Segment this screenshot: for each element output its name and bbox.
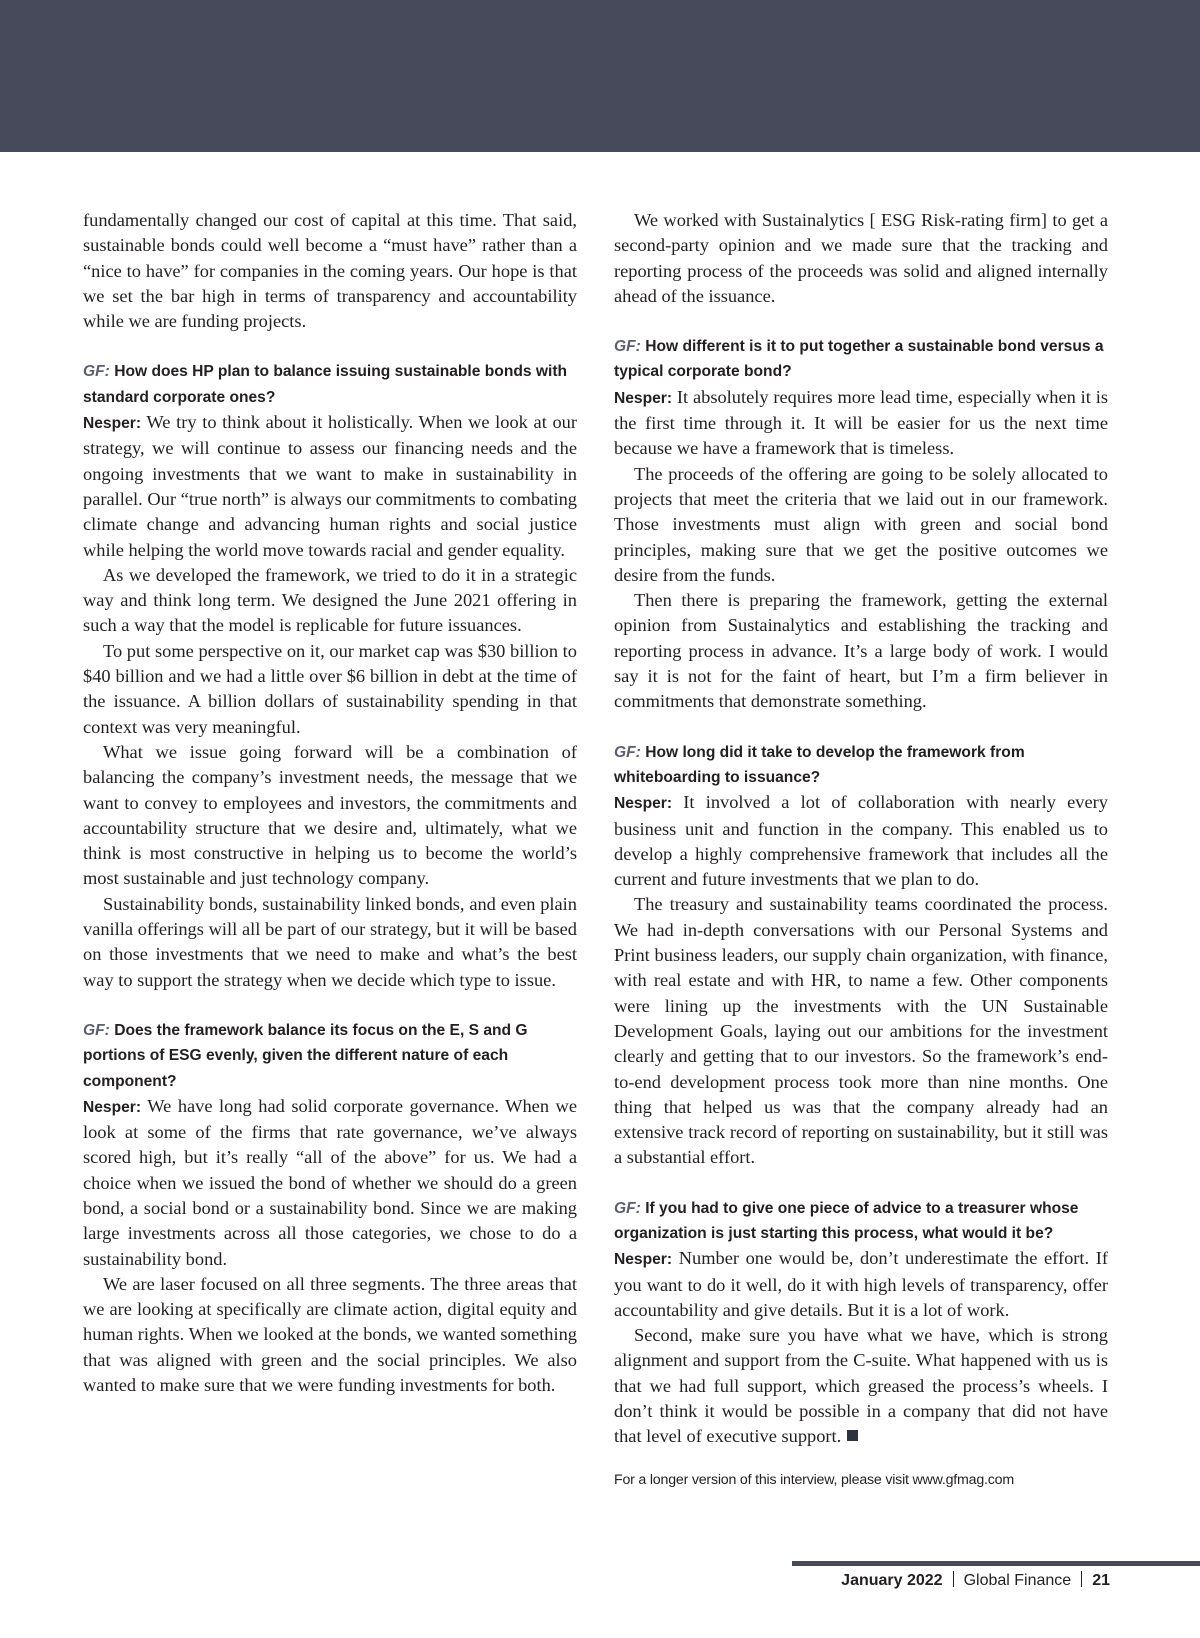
paragraph: As we developed the framework, we tried to do it in a strategic way and think long term. We designed the June 2021 offering in such a way that the model is replicable for future issuances. — [83, 564, 577, 636]
paragraph — [614, 1323, 1108, 1449]
gf-label: GF: — [614, 338, 641, 356]
question — [614, 740, 1108, 791]
answer — [83, 1094, 577, 1272]
answer-text: It involved a lot of collaboration with nearly every business unit and function in the company. This enabled us to develop a highly comprehensive framework that includes all the current and future investments that we plan to do. — [614, 792, 1108, 890]
publication-name: Global Finance — [963, 1572, 1072, 1589]
question — [614, 334, 1108, 385]
question-text: How does HP plan to balance issuing sustainable bonds with standard corporate ones? — [83, 363, 568, 406]
question-text: How long did it take to develop the framework from whiteboarding to issuance? — [614, 743, 1025, 786]
web-note: For a longer version of this interview, please visit www.gfmag.com — [614, 1471, 1014, 1488]
footer-rule — [792, 1561, 1200, 1566]
gf-label: GF: — [83, 363, 110, 381]
issue-date: January 2022 — [841, 1572, 943, 1589]
right-column — [614, 208, 1108, 1490]
gf-label: GF: — [83, 1021, 110, 1039]
speaker-label: Nesper: — [614, 389, 673, 407]
question-text: If you had to give one piece of advice to a treasurer whose organization is just starting this process, what would it be? — [614, 1199, 1079, 1242]
footer-divider — [1081, 1571, 1082, 1587]
answer-text: We try to think about it holistically. When we look at our strategy, we will continue to assess our financing needs and the ongoing investments that we want to make in sustainability in parallel. Our “true north” is always our commitments to combating climate change and advancing human rights and social justice while helping the world move towards racial and gender equality. — [83, 412, 577, 560]
left-column — [83, 208, 577, 1398]
answer — [614, 385, 1108, 462]
paragraph: Then there is preparing the framework, getting the external opinion from Sustainalytics and establishing the tracking and reporting process in advance. It’s a large body of work. I would say it is not for the faint of heart, but I’m a firm believer in commitments that demonstrate something. — [614, 590, 1108, 712]
answer — [614, 1246, 1108, 1323]
question — [83, 1018, 577, 1094]
paragraph: Sustainability bonds, sustainability linked bonds, and even plain vanilla offerings will all be part of our strategy, but it will be based on those investments that we need to make and what’s the best way to support the strategy when we decide which type to issue. — [83, 893, 577, 990]
paragraph: We worked with Sustainalytics [ ESG Risk-rating firm] to get a second-party opinion and we made sure that the tracking and reporting process of the proceeds was solid and aligned internally ahead of the issuance. — [614, 210, 1108, 306]
question — [83, 359, 577, 410]
answer-text: It absolutely requires more lead time, especially when it is the first time through it. It will be easier for us the next time because we have a framework that is timeless. — [614, 386, 1108, 459]
gf-label: GF: — [614, 743, 641, 761]
paragraph: We are laser focused on all three segments. The three areas that we are looking at specifically are climate action, digital equity and human rights. When we looked at the bonds, we wanted something that was aligned with green and the social principles. We also wanted to make sure that we were funding investments for both. — [83, 1273, 577, 1396]
page-number: 21 — [1092, 1572, 1110, 1589]
speaker-label: Nesper: — [614, 795, 673, 813]
paragraph: What we issue going forward will be a combination of balancing the company’s investment needs, the message that we want to convey to employees and investors, the commitments and accountability structure that we desire and, ultimately, what we think is most constructive in helping us to become the world’s most sustainable and just technology company. — [83, 741, 577, 889]
paragraph-text: Second, make sure you have what we have, which is strong alignment and support from the C-suite. What happened with us is that we had full support, which greased the process’s wheels. I don’t think it would be possible in a company that did not have that level of executive support. — [614, 1325, 1108, 1447]
speaker-label: Nesper: — [614, 1251, 673, 1269]
speaker-label: Nesper: — [83, 415, 142, 433]
answer — [83, 410, 577, 563]
paragraph: The proceeds of the offering are going to be solely allocated to projects that meet the criteria that we laid out in our framework. Those investments must align with green and social bond principles, making sure that we get the positive outcomes we desire from the funds. — [614, 463, 1108, 585]
gf-label: GF: — [614, 1199, 641, 1217]
question — [614, 1196, 1108, 1247]
paragraph: To put some perspective on it, our market cap was $30 billion to $40 billion and we had a little over $6 billion in debt at the time of the issuance. A billion dollars of sustainability spending in that context was very meaningful. — [83, 640, 577, 737]
header-band — [0, 0, 1200, 152]
speaker-label: Nesper: — [83, 1098, 142, 1116]
end-square-icon — [847, 1430, 858, 1441]
answer — [614, 790, 1108, 892]
answer-text: Number one would be, don’t underestimate the effort. If you want to do it well, do it with high levels of transparency, offer accountability and give details. But it is a lot of work. — [614, 1248, 1108, 1320]
paragraph: The treasury and sustainability teams coordinated the process. We had in-depth conversations with our Personal Systems and Print business leaders, our supply chain organization, with finance, with real estate and with HR, to name a few. Other components were lining up the investments with the UN Sustainable Development Goals, laying out our ambitions for the investment clearly and getting that to our investors. So the framework’s end-to-end development process took more than nine months. One thing that helped us was that the company already had an extensive track record of reporting on sustainability, but it still was a substantial effort. — [614, 894, 1108, 1168]
paragraph: fundamentally changed our cost of capital at this time. That said, sustainable bonds could well become a “must have” rather than a “nice to have” for companies in the coming years. Our hope is that we set the bar high in terms of transparency and accountability while we are funding projects. — [83, 210, 577, 332]
footer-divider — [953, 1571, 954, 1587]
question-text: Does the framework balance its focus on the E, S and G portions of ESG evenly, given the different nature of each component? — [83, 1021, 528, 1090]
answer-text: We have long had solid corporate governance. When we look at some of the firms that rate governance, we’ve always scored high, but it’s really “all of the above” for us. We had a choice when we issued the bond of whether we should do a green bond, a social bond or a sustainability bond. Since we are making large investments across all those categories, we chose to do a sustainability bond. — [83, 1095, 577, 1269]
question-text: How different is it to put together a sustainable bond versus a typical corporate bond? — [614, 338, 1104, 381]
footer — [841, 1570, 1110, 1592]
